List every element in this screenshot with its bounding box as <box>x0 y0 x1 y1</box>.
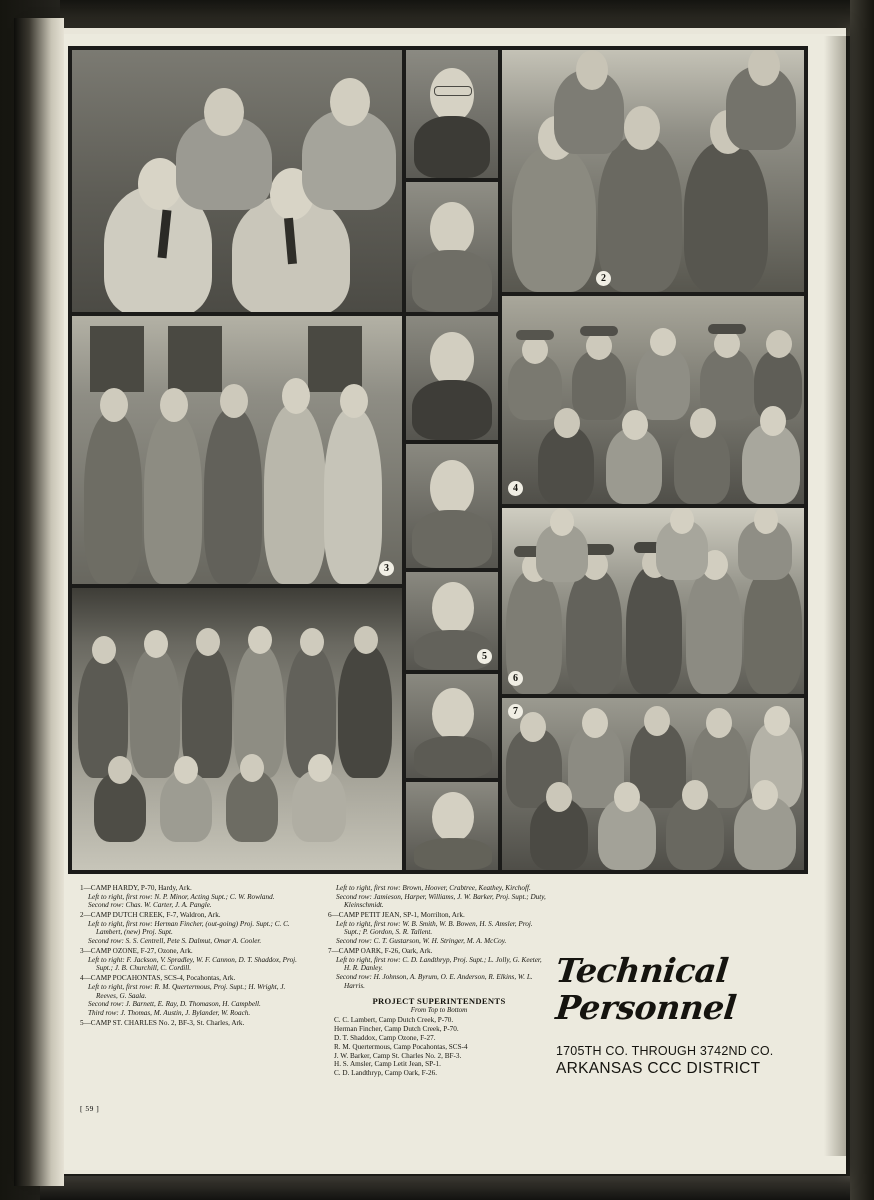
caption-entry <box>80 911 302 945</box>
photo-camp-hardy <box>72 50 402 312</box>
title-script-line2: Personnel <box>553 988 738 1027</box>
caption-line: Second row: H. Johnson, A. Byrum, O. E. Anderson, R. Elkins, W. L. Harris. <box>336 972 533 990</box>
caption-line: Third row: J. Thomas, M. Austin, J. Bylander, W. Roach. <box>88 1008 251 1017</box>
portrait-sixth <box>406 674 498 778</box>
photo-number-3: 3 <box>379 561 394 576</box>
project-superintendents-subtitle: From Top to Bottom <box>410 1005 468 1014</box>
portrait-fifth <box>406 572 498 670</box>
caption-entry <box>80 974 302 1017</box>
caption-heading: 6—CAMP PETIT JEAN, SP-1, Morrilton, Ark. <box>328 911 465 920</box>
title-subline-companies: 1705TH CO. THROUGH 3742ND CO. <box>556 1044 774 1058</box>
list-item: J. W. Barker, Camp St. Charles No. 2, BF-3. <box>334 1051 462 1060</box>
caption-heading: 3—CAMP OZONE, F-27, Ozone, Ark. <box>80 947 193 956</box>
title-script-line1: Technical <box>553 951 730 990</box>
photo-camp-ozone <box>72 316 402 584</box>
photo-camp-oark <box>502 698 804 870</box>
caption-heading: 7—CAMP OARK, F-26, Oark, Ark. <box>328 947 433 956</box>
caption-line: Second row: J. Barnett, E. Ray, D. Thomason, H. Campbell. <box>88 1000 261 1009</box>
caption-line: Left to right, first row: Herman Fincher, (out-going) Proj. Supt.; C. C. Lambert, (new) Proj. Supt. <box>88 919 290 937</box>
book-bottom-edge <box>40 1176 870 1200</box>
caption-column-right <box>328 884 550 1078</box>
photo-number-5: 5 <box>477 649 492 664</box>
portrait-third <box>406 316 498 440</box>
project-superintendents-title: PROJECT SUPERINTENDENTS <box>372 996 506 1007</box>
list-item: Herman Fincher, Camp Dutch Creek, P-70. <box>334 1025 459 1034</box>
caption-line: Left to right, first row: Brown, Hoover, Crabtree, Keathey, Kirchoff. <box>336 884 531 892</box>
title-block <box>553 951 811 1078</box>
caption-entry <box>328 947 550 990</box>
photo-camp-dutch-creek <box>502 50 804 292</box>
caption-column-left <box>80 884 302 1029</box>
photo-camp-pocahontas <box>502 296 804 504</box>
portrait-seventh <box>406 782 498 870</box>
page-curl-shadow <box>824 36 846 1156</box>
caption-entry <box>80 947 302 973</box>
photo-number-7: 7 <box>508 704 523 719</box>
photo-number-2: 2 <box>596 271 611 286</box>
portrait-fourth <box>406 444 498 568</box>
list-item: C. C. Lambert, Camp Dutch Creek, P-70. <box>334 1016 454 1025</box>
list-item: C. D. Landthryp, Camp Oark, F-26. <box>334 1069 438 1078</box>
photo-plate <box>68 46 808 874</box>
caption-line: Left to right, first row: W. B. Smith, W. B. Bowen, H. S. Amsler, Proj. Supt.; P. Gordon, S. R. Tallent. <box>336 919 533 937</box>
photo-number-4: 4 <box>508 481 523 496</box>
caption-entry <box>80 1019 302 1028</box>
list-item: R. M. Quertermous, Camp Pocahontas, SCS-4 <box>334 1042 468 1051</box>
caption-line: Second row: C. T. Gustarson, W. H. Stringer, M. A. McCoy. <box>336 937 507 946</box>
list-item: D. T. Shaddox, Camp Ozone, F-27. <box>334 1033 436 1042</box>
caption-entry <box>328 911 550 945</box>
caption-line: Second row: S. S. Centrell, Pete S. Dalmut, Omar A. Cooler. <box>88 937 262 946</box>
page-gutter <box>14 18 64 1186</box>
caption-line: Left to right, first row: C. D. Landthryp, Proj. Supt.; L. Jolly, G. Keeter, H. R. Danley. <box>336 955 542 973</box>
caption-heading: 1—CAMP HARDY, P-70, Hardy, Ark. <box>80 884 192 892</box>
caption-line: Left to right, first row: R. M. Quertermous, Proj. Supt.; H. Wright, J. Reeves, G. Saala. <box>88 983 286 1000</box>
caption-line: Second row: Chas. W. Carter, J. A. Pangle. <box>88 901 212 910</box>
caption-line: Left to right: F. Jackson, V. Spradley, W. F. Cannon, D. T. Shaddox, Proj. Supt.; J. B. Churchill, C. Cordill. <box>88 955 297 973</box>
caption-line: Left to right, first row: N. P. Minor, Acting Supt.; C. W. Rowland. <box>88 892 275 901</box>
photo-camp-st-charles <box>72 588 402 870</box>
caption-area <box>80 884 550 1124</box>
caption-entry <box>80 884 302 910</box>
caption-heading: 2—CAMP DUTCH CREEK, F-7, Waldron, Ark. <box>80 911 221 920</box>
project-superintendents-list <box>328 1016 550 1078</box>
page-folio: [ 59 ] <box>80 1104 100 1113</box>
photo-number-6: 6 <box>508 671 523 686</box>
title-subline-district: ARKANSAS CCC DISTRICT <box>556 1060 761 1077</box>
book-right-edge <box>850 0 874 1200</box>
caption-heading: 5—CAMP ST. CHARLES No. 2, BF-3, St. Charles, Ark. <box>80 1018 245 1027</box>
portrait-glasses <box>406 50 498 178</box>
caption-heading: 4—CAMP POCAHONTAS, SCS-4, Pocahontas, Ark. <box>80 974 236 983</box>
portrait-second <box>406 182 498 312</box>
caption-entry <box>328 884 550 910</box>
photo-camp-petit-jean <box>502 508 804 694</box>
list-item: H. S. Amsler, Camp Letit Jean, SP-1. <box>334 1060 441 1069</box>
caption-line: Second row: Jamieson, Harper, Williams, J. W. Barker, Proj. Supt.; Duty, Kleinschmidt. <box>336 892 546 910</box>
